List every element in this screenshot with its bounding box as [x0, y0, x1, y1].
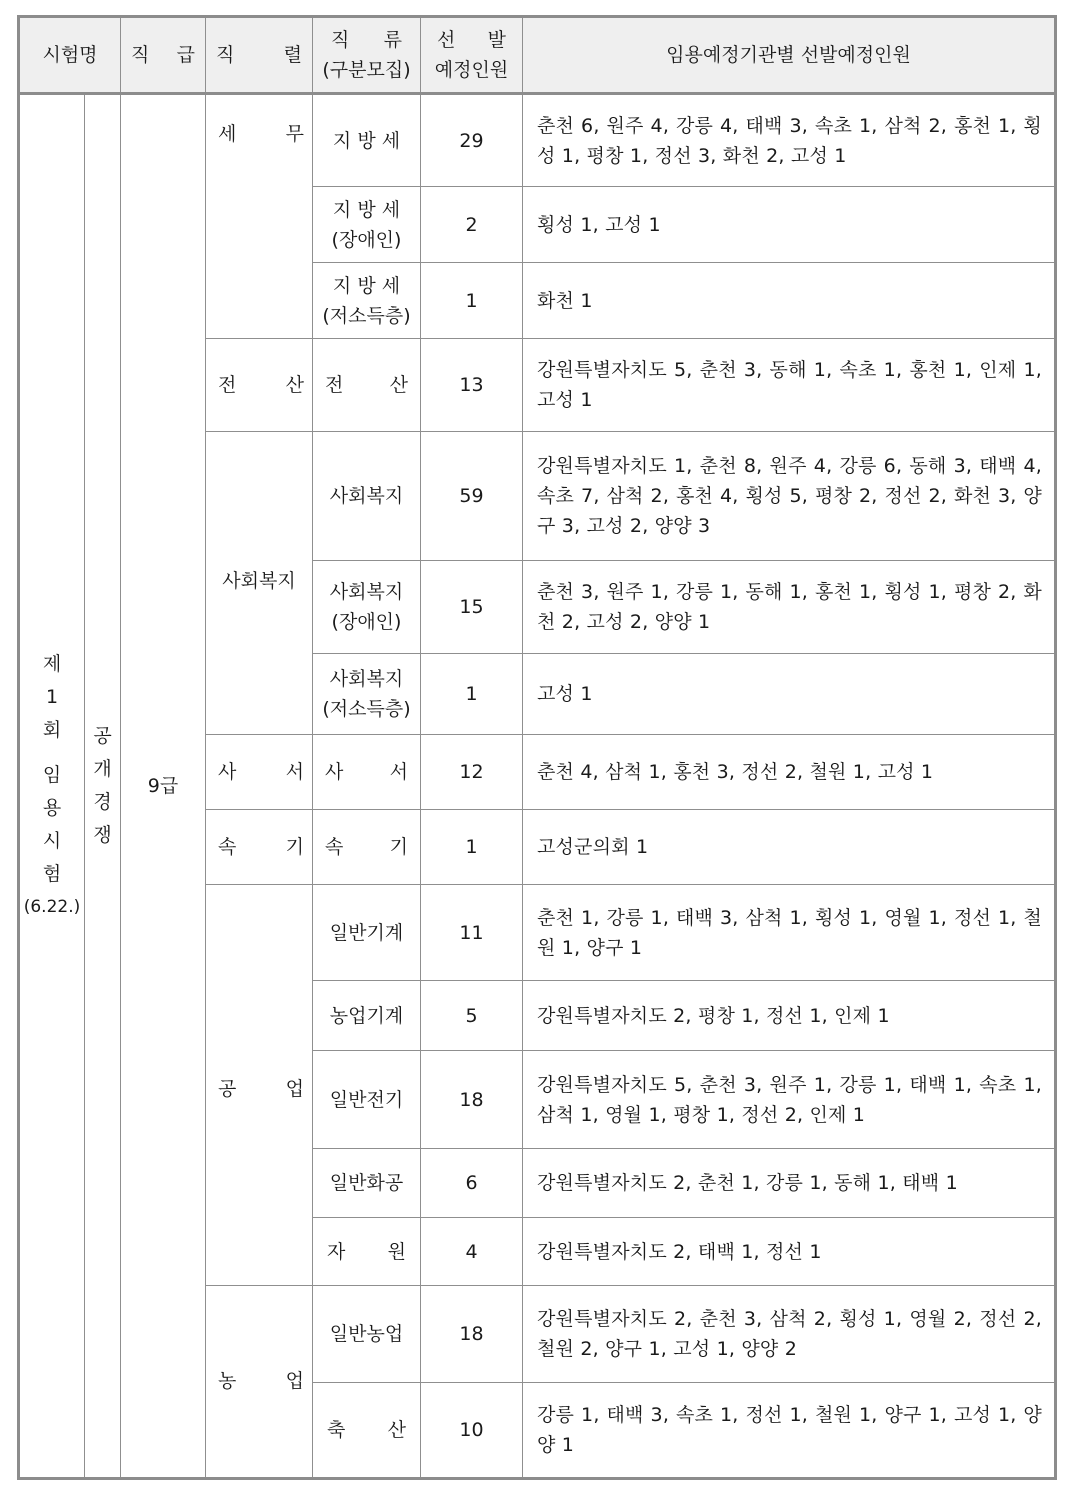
- agency-cell: 강릉 1, 태백 3, 속초 1, 정선 1, 철원 1, 양구 1, 고성 1, 양양 1: [523, 1383, 1056, 1479]
- category-cell: 사회복지: [313, 432, 421, 561]
- category-cell: 사회복지 (저소득층): [313, 654, 421, 735]
- header-agency-quota: 임용예정기관별 선발예정인원: [523, 17, 1056, 94]
- header-series: 직 렬: [206, 17, 313, 94]
- agency-cell: 강원특별자치도 5, 춘천 3, 원주 1, 강릉 1, 태백 1, 속초 1, 삼척 1, 영월 1, 평창 1, 정선 2, 인제 1: [523, 1051, 1056, 1149]
- quota-cell: 13: [421, 339, 523, 432]
- agency-cell: 횡성 1, 고성 1: [523, 187, 1056, 263]
- agency-cell: 화천 1: [523, 263, 1056, 339]
- category-cell: 지 방 세 (장애인): [313, 187, 421, 263]
- series-cell: 사회복지: [206, 432, 313, 735]
- category-cell: 지 방 세: [313, 94, 421, 187]
- header-category: 직 류 (구분모집): [313, 17, 421, 94]
- agency-cell: 춘천 6, 원주 4, 강릉 4, 태백 3, 속초 1, 삼척 2, 홍천 1, 횡성 1, 평창 1, 정선 3, 화천 2, 고성 1: [523, 94, 1056, 187]
- agency-cell: 강원특별자치도 2, 태백 1, 정선 1: [523, 1218, 1056, 1286]
- quota-cell: 11: [421, 885, 523, 981]
- quota-cell: 29: [421, 94, 523, 187]
- series-cell: 사 서: [206, 735, 313, 810]
- series-cell: 전 산: [206, 339, 313, 432]
- quota-cell: 18: [421, 1051, 523, 1149]
- agency-cell: 강원특별자치도 5, 춘천 3, 동해 1, 속초 1, 홍천 1, 인제 1, 고성 1: [523, 339, 1056, 432]
- series-cell: 공 업: [206, 885, 313, 1286]
- category-cell: 일반기계: [313, 885, 421, 981]
- grade-cell: 9급: [121, 94, 206, 1479]
- agency-cell: 춘천 3, 원주 1, 강릉 1, 동해 1, 홍천 1, 횡성 1, 평창 2, 화천 2, 고성 2, 양양 1: [523, 561, 1056, 654]
- category-cell: 일반화공: [313, 1149, 421, 1218]
- quota-cell: 15: [421, 561, 523, 654]
- quota-cell: 4: [421, 1218, 523, 1286]
- quota-cell: 12: [421, 735, 523, 810]
- header-exam-name: 시험명: [19, 17, 121, 94]
- recruit-type-cell: 공 개 경 쟁: [85, 94, 121, 1479]
- quota-cell: 1: [421, 654, 523, 735]
- header-row: [19, 17, 1056, 94]
- agency-cell: 강원특별자치도 2, 춘천 3, 삼척 2, 횡성 1, 영월 2, 정선 2, 철원 2, 양구 1, 고성 1, 양양 2: [523, 1286, 1056, 1383]
- series-cell: 세 무: [206, 94, 313, 339]
- category-cell: 일반전기: [313, 1051, 421, 1149]
- category-cell: 지 방 세 (저소득층): [313, 263, 421, 339]
- category-cell: 축 산: [313, 1383, 421, 1479]
- agency-cell: 고성 1: [523, 654, 1056, 735]
- header-grade: 직 급: [121, 17, 206, 94]
- quota-cell: 10: [421, 1383, 523, 1479]
- category-cell: 전 산: [313, 339, 421, 432]
- category-cell: 자 원: [313, 1218, 421, 1286]
- table-row: [19, 94, 1056, 187]
- quota-cell: 2: [421, 187, 523, 263]
- category-cell: 일반농업: [313, 1286, 421, 1383]
- agency-cell: 춘천 1, 강릉 1, 태백 3, 삼척 1, 횡성 1, 영월 1, 정선 1, 철원 1, 양구 1: [523, 885, 1056, 981]
- category-cell: 속 기: [313, 810, 421, 885]
- category-cell: 사회복지 (장애인): [313, 561, 421, 654]
- category-cell: 사 서: [313, 735, 421, 810]
- quota-cell: 59: [421, 432, 523, 561]
- recruitment-table: [17, 15, 1057, 1480]
- agency-cell: 춘천 4, 삼척 1, 홍천 3, 정선 2, 철원 1, 고성 1: [523, 735, 1056, 810]
- quota-cell: 18: [421, 1286, 523, 1383]
- agency-cell: 강원특별자치도 2, 춘천 1, 강릉 1, 동해 1, 태백 1: [523, 1149, 1056, 1218]
- quota-cell: 6: [421, 1149, 523, 1218]
- exam-title-cell: 제 1 회 임 용 시 험 (6.22.): [19, 94, 85, 1479]
- agency-cell: 강원특별자치도 1, 춘천 8, 원주 4, 강릉 6, 동해 3, 태백 4, 속초 7, 삼척 2, 홍천 4, 횡성 5, 평창 2, 정선 2, 화천 3, 양구 3, 고성 2, 양양 3: [523, 432, 1056, 561]
- quota-cell: 1: [421, 810, 523, 885]
- header-quota: 선 발 예정인원: [421, 17, 523, 94]
- quota-cell: 5: [421, 981, 523, 1051]
- agency-cell: 고성군의회 1: [523, 810, 1056, 885]
- series-cell: 농 업: [206, 1286, 313, 1479]
- series-cell: 속 기: [206, 810, 313, 885]
- quota-cell: 1: [421, 263, 523, 339]
- agency-cell: 강원특별자치도 2, 평창 1, 정선 1, 인제 1: [523, 981, 1056, 1051]
- category-cell: 농업기계: [313, 981, 421, 1051]
